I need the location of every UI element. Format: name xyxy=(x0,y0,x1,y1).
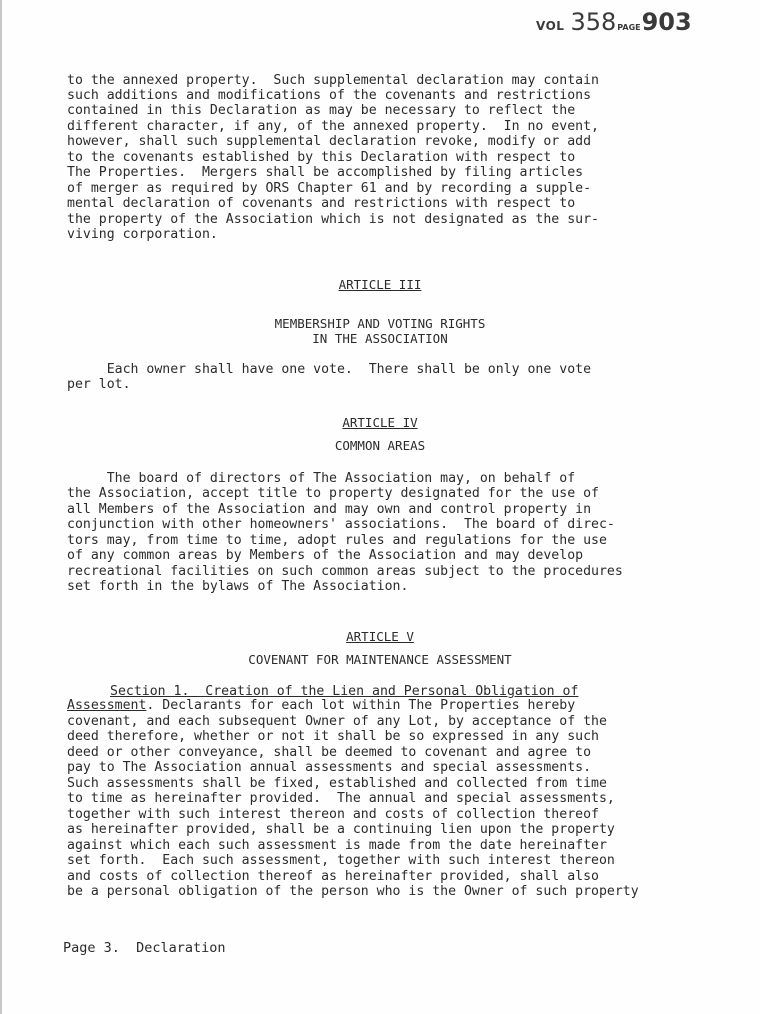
article-4-body-line: recreational facilities on such common areas subject to the procedures xyxy=(67,564,623,579)
stamp-page-number: 903 xyxy=(641,8,692,36)
continuation-line: however, shall such supplemental declaration revoke, modify or add xyxy=(67,134,592,149)
section-1-heading-continued: Assessment xyxy=(67,698,147,713)
article-4-body-line: of any common areas by Members of the Association and may develop xyxy=(67,548,584,563)
article-5-body-line: covenant, and each subsequent Owner of any Lot, by acceptance of the xyxy=(67,714,607,729)
continuation-line: the property of the Association which is not designated as the sur- xyxy=(67,212,599,227)
article-5-body-line: together with such interest thereon and costs of collection thereof xyxy=(67,807,599,822)
recording-stamp xyxy=(536,8,692,36)
article-4-body-line: conjunction with other homeowners' associations. The board of direc- xyxy=(67,517,615,532)
continuation-line: to the covenants established by this Declaration with respect to xyxy=(67,150,576,165)
continuation-line: of merger as required by ORS Chapter 61 and by recording a supple- xyxy=(67,181,592,196)
article-3-title-line-2: IN THE ASSOCIATION xyxy=(312,331,448,346)
article-4-body-line: all Members of the Association and may own and control property in xyxy=(67,502,592,517)
stamp-volume-number: 358 xyxy=(570,8,617,36)
continuation-line: to the annexed property. Such supplemental declaration may contain xyxy=(67,73,599,88)
article-3-body-line: Each owner shall have one vote. There shall be only one vote xyxy=(67,362,592,377)
continuation-line: contained in this Declaration as may be necessary to reflect the xyxy=(67,103,576,118)
stamp-page-label: PAGE xyxy=(617,23,641,32)
article-5-body-line: pay to The Association annual assessments and special assessments. xyxy=(67,760,592,775)
article-3-title-line-1: MEMBERSHIP AND VOTING RIGHTS xyxy=(274,316,486,331)
section-1-first-line-rest: . Declarants for each lot within The Properties hereby xyxy=(146,698,576,713)
article-4-body-line: tors may, from time to time, adopt rules and regulations for the use xyxy=(67,533,607,548)
article-4-body-line: the Association, accept title to property designated for the use of xyxy=(67,486,599,501)
article-5-heading: ARTICLE V xyxy=(346,629,414,644)
continuation-line: The Properties. Mergers shall be accomplished by filing articles xyxy=(67,165,584,180)
article-4-body-line: set forth in the bylaws of The Association. xyxy=(67,579,409,594)
article-4-body-line: The board of directors of The Association may, on behalf of xyxy=(67,471,576,486)
page-footer: Page 3. Declaration xyxy=(63,940,226,956)
continuation-line: viving corporation. xyxy=(67,227,218,242)
page-edge xyxy=(0,0,2,1014)
article-5-body-line: as hereinafter provided, shall be a continuing lien upon the property xyxy=(67,822,615,837)
article-5-body-line: against which each such assessment is made from the date hereinafter xyxy=(67,838,607,853)
stamp-vol-label: VOL xyxy=(536,19,565,33)
article-5-body-line: deed or other conveyance, shall be deemed to covenant and agree to xyxy=(67,745,592,760)
article-3-body-line: per lot. xyxy=(67,377,131,392)
article-5-title: COVENANT FOR MAINTENANCE ASSESSMENT xyxy=(248,652,512,667)
section-1-first-line xyxy=(67,698,575,713)
article-5-body-line: to time as hereinafter provided. The annual and special assessments, xyxy=(67,791,615,806)
article-5-body-line: deed therefore, whether or not it shall be so expressed in any such xyxy=(67,729,599,744)
article-3-heading: ARTICLE III xyxy=(338,277,422,292)
article-5-body-line: and costs of collection thereof as hereinafter provided, shall also xyxy=(67,869,599,884)
continuation-line: such additions and modifications of the covenants and restrictions xyxy=(67,88,592,103)
article-5-body-line: be a personal obligation of the person who is the Owner of such property xyxy=(67,884,639,899)
section-1-heading-text: Section 1. Creation of the Lien and Personal Obligation of xyxy=(110,684,579,699)
continuation-line: mental declaration of covenants and restrictions with respect to xyxy=(67,196,576,211)
article-4-title: COMMON AREAS xyxy=(334,438,426,453)
continuation-line: different character, if any, of the annexed property. In no event, xyxy=(67,119,599,134)
section-1-heading xyxy=(110,684,578,699)
article-4-heading: ARTICLE IV xyxy=(342,415,418,430)
article-5-body-line: Such assessments shall be fixed, established and collected from time xyxy=(67,776,607,791)
article-5-body-line: set forth. Each such assessment, together with such interest thereon xyxy=(67,853,615,868)
